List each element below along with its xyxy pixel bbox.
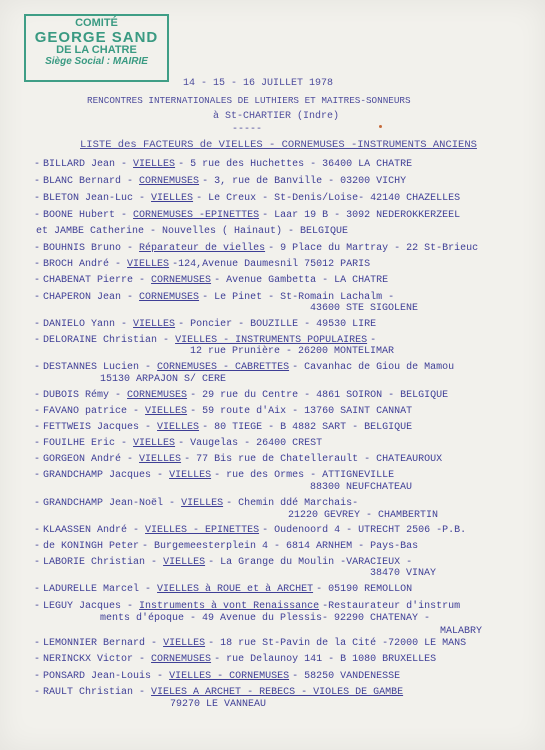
- maker-address: - 77 Bis rue de Chatellerault - CHATEAUROUX: [184, 454, 443, 465]
- maker-address: - rue des Ormes - ATTIGNEVILLE: [214, 470, 395, 481]
- instrument-type: Instruments à vont Renaissance: [139, 601, 320, 612]
- list-item: [34, 362, 454, 373]
- list-item: [34, 319, 376, 330]
- list-item: [34, 259, 370, 270]
- separator: -: [133, 654, 152, 665]
- list-item: [34, 176, 406, 187]
- list-item: [34, 687, 403, 698]
- maker-name: DELORAINE Christian: [43, 335, 158, 346]
- bullet-dash: -: [34, 259, 41, 270]
- bullet-dash: -: [34, 176, 41, 187]
- bullet-dash: -: [34, 541, 41, 552]
- separator: -: [121, 292, 140, 303]
- bullet-dash: -: [34, 275, 41, 286]
- instrument-type: VIELLES: [133, 159, 176, 170]
- maker-name: NERINCKX Victor: [43, 654, 134, 665]
- bullet-dash: -: [34, 210, 41, 221]
- entry-continuation: et JAMBE Catherine - Nouvelles ( Hainaut) - BELGIQUE: [36, 226, 349, 237]
- separator: -: [115, 438, 134, 449]
- entry-continuation: 38470 VINAY: [370, 568, 437, 579]
- bullet-dash: -: [34, 362, 41, 373]
- entry-continuation: 88300 NEUFCHATEAU: [310, 482, 413, 493]
- stamp-line-2: GEORGE SAND: [34, 28, 159, 46]
- bullet-dash: -: [34, 243, 41, 254]
- instrument-type: CORNEMUSES: [139, 176, 200, 187]
- bullet-dash: -: [34, 498, 41, 509]
- list-item: [34, 638, 466, 649]
- title-rule: -----: [232, 124, 263, 135]
- maker-name: CHAPERON Jean: [43, 292, 122, 303]
- bullet-dash: -: [34, 390, 41, 401]
- list-item: [34, 193, 460, 204]
- instrument-type: VIELLES: [151, 193, 194, 204]
- maker-address: - 80 TIEGE - B 4882 SART - BELGIQUE: [202, 422, 413, 433]
- maker-address: -Restaurateur d'instrum: [322, 601, 461, 612]
- bullet-dash: -: [34, 159, 41, 170]
- maker-name: LEGUY Jacques: [43, 601, 122, 612]
- bullet-dash: -: [34, 525, 41, 536]
- separator: -: [109, 390, 128, 401]
- maker-address: - Cavanhac de Giou de Mamou: [292, 362, 455, 373]
- separator: -: [133, 193, 152, 204]
- list-item: [34, 275, 388, 286]
- separator: -: [133, 275, 152, 286]
- list-item: [34, 557, 412, 568]
- instrument-type: CORNEMUSES - CABRETTES: [157, 362, 290, 373]
- maker-address: -124,Avenue Daumesnil 75012 PARIS: [172, 259, 371, 270]
- separator: -: [121, 243, 140, 254]
- instrument-type: VIELLES: [133, 438, 176, 449]
- committee-stamp: [24, 14, 169, 82]
- instrument-type: VIELES A ARCHET - REBECS - VIOLES DE GAMBE: [151, 687, 404, 698]
- list-item: [34, 671, 400, 682]
- separator: -: [139, 362, 158, 373]
- list-item: [34, 406, 412, 417]
- separator: -: [127, 525, 146, 536]
- separator: -: [139, 584, 158, 595]
- maker-address: - 29 rue du Centre - 4861 SOIRON - BELGIQUE: [190, 390, 449, 401]
- bullet-dash: -: [34, 584, 41, 595]
- bullet-dash: -: [34, 638, 41, 649]
- stamp-line-1: COMITÉ: [75, 17, 118, 29]
- maker-name: LADURELLE Marcel: [43, 584, 140, 595]
- maker-address: - 5 rue des Huchettes - 36400 LA CHATRE: [178, 159, 413, 170]
- maker-name: RAULT Christian: [43, 687, 134, 698]
- bullet-dash: -: [34, 292, 41, 303]
- instrument-type: CORNEMUSES: [151, 654, 212, 665]
- instrument-type: CORNEMUSES: [139, 292, 200, 303]
- bullet-dash: -: [34, 601, 41, 612]
- maker-address: - 3, rue de Banville - 03200 VICHY: [202, 176, 407, 187]
- maker-name: GORGEON André: [43, 454, 122, 465]
- separator: -: [151, 470, 170, 481]
- instrument-type: VIELLES: [163, 557, 206, 568]
- separator: -: [139, 422, 158, 433]
- bullet-dash: -: [34, 557, 41, 568]
- list-item: [34, 422, 412, 433]
- maker-address: - 18 rue St-Pavin de la Cité -72000 LE MANS: [208, 638, 467, 649]
- separator: -: [127, 406, 146, 417]
- instrument-type: VIELLES - CORNEMUSES: [169, 671, 290, 682]
- instrument-type: VIELLES: [157, 422, 200, 433]
- bullet-dash: -: [34, 319, 41, 330]
- maker-address: - Poncier - BOUZILLE - 49530 LIRE: [178, 319, 377, 330]
- maker-address: - Vaugelas - 26400 CREST: [178, 438, 323, 449]
- list-item: [34, 390, 448, 401]
- maker-name: LABORIE Christian: [43, 557, 146, 568]
- maker-name: PONSARD Jean-Louis: [43, 671, 152, 682]
- bullet-dash: -: [34, 438, 41, 449]
- maker-name: DANIELO Yann: [43, 319, 116, 330]
- maker-name: BROCH André: [43, 259, 110, 270]
- separator: -: [157, 335, 176, 346]
- bullet-dash: -: [34, 335, 41, 346]
- stamp-line-4: Siège Social : MAIRIE: [45, 55, 148, 67]
- maker-address: - 58250 VANDENESSE: [292, 671, 401, 682]
- maker-name: BLETON Jean-Luc: [43, 193, 134, 204]
- maker-name: KLAASSEN André: [43, 525, 128, 536]
- event-dates: 14 - 15 - 16 JUILLET 1978: [183, 78, 334, 89]
- instrument-type: VIELLES: [127, 259, 170, 270]
- maker-address: - La Grange du Moulin -VARACIEUX -: [208, 557, 413, 568]
- instrument-type: VIELLES: [133, 319, 176, 330]
- separator: -: [163, 498, 182, 509]
- maker-name: BOUHNIS Bruno: [43, 243, 122, 254]
- bullet-dash: -: [34, 406, 41, 417]
- maker-name: FETTWEIS Jacques: [43, 422, 140, 433]
- separator: -: [121, 454, 140, 465]
- maker-name: BLANC Bernard: [43, 176, 122, 187]
- event-title: RENCONTRES INTERNATIONALES DE LUTHIERS ET MAITRES-SONNEURS: [87, 95, 411, 106]
- separator: -: [109, 259, 128, 270]
- bullet-dash: -: [34, 193, 41, 204]
- list-item: [34, 159, 412, 170]
- list-item: [34, 654, 436, 665]
- instrument-type: VIELLES - EPINETTES: [145, 525, 260, 536]
- maker-name: CHABENAT Pierre: [43, 275, 134, 286]
- entry-continuation: ments d'époque - 49 Avenue du Plessis- 92290 CHATENAY -: [100, 613, 431, 624]
- list-item: [34, 292, 394, 303]
- maker-name: de KONINGH Peter: [43, 541, 140, 552]
- separator: -: [145, 557, 164, 568]
- list-item: [34, 438, 322, 449]
- list-item: [34, 541, 418, 552]
- instrument-type: VIELLES: [145, 406, 188, 417]
- list-item: [34, 584, 412, 595]
- instrument-type: VIELLES: [169, 470, 212, 481]
- stamp-line-3: DE LA CHATRE: [56, 44, 137, 57]
- separator: -: [151, 671, 170, 682]
- ink-mark: [379, 125, 382, 128]
- entry-continuation: 79270 LE VANNEAU: [170, 699, 267, 710]
- maker-address: - Avenue Gambetta - LA CHATRE: [214, 275, 389, 286]
- separator: -: [121, 601, 140, 612]
- maker-name: DUBOIS Rémy: [43, 390, 110, 401]
- list-item: [34, 454, 442, 465]
- instrument-type: VIELLES: [181, 498, 224, 509]
- maker-address: - Oudenoord 4 - UTRECHT 2506 -P.B.: [262, 525, 467, 536]
- maker-name: GRANDCHAMP Jean-Noël: [43, 498, 164, 509]
- maker-address: -: [370, 335, 377, 346]
- event-location: à St-CHARTIER (Indre): [213, 111, 340, 122]
- list-item: [34, 243, 478, 254]
- bullet-dash: -: [34, 470, 41, 481]
- separator: -: [121, 176, 140, 187]
- list-item: [34, 525, 466, 536]
- maker-address: - rue Delaunoy 141 - B 1080 BRUXELLES: [214, 654, 437, 665]
- bullet-dash: -: [34, 454, 41, 465]
- maker-address: - 05190 REMOLLON: [316, 584, 413, 595]
- maker-name: FAVANO patrice: [43, 406, 128, 417]
- maker-name: GRANDCHAMP Jacques: [43, 470, 152, 481]
- instrument-type: Réparateur de vielles: [139, 243, 266, 254]
- instrument-type: VIELLES - INSTRUMENTS POPULAIRES: [175, 335, 368, 346]
- separator: -: [145, 638, 164, 649]
- entry-continuation: 12 rue Prunière - 26200 MONTELIMAR: [190, 346, 395, 357]
- bullet-dash: -: [34, 654, 41, 665]
- entry-continuation: 21220 GEVREY - CHAMBERTIN: [288, 510, 439, 521]
- maker-address: - 9 Place du Martray - 22 St-Brieuc: [268, 243, 479, 254]
- maker-name: BILLARD Jean: [43, 159, 116, 170]
- list-title: LISTE des FACTEURS de VIELLES - CORNEMUSES -INSTRUMENTS ANCIENS: [80, 139, 477, 151]
- maker-address: - 59 route d'Aix - 13760 SAINT CANNAT: [190, 406, 413, 417]
- maker-name: LEMONNIER Bernard: [43, 638, 146, 649]
- list-item: [34, 210, 460, 221]
- instrument-type: VIELLES à ROUE et à ARCHET: [157, 584, 314, 595]
- maker-address: - Laar 19 B - 3092 NEDEROKKERZEEL: [262, 210, 461, 221]
- maker-name: BOONE Hubert: [43, 210, 116, 221]
- instrument-type: VIELLES: [139, 454, 182, 465]
- separator: -: [115, 210, 134, 221]
- bullet-dash: -: [34, 687, 41, 698]
- entry-continuation: 15130 ARPAJON S/ CERE: [100, 374, 227, 385]
- maker-name: DESTANNES Lucien: [43, 362, 140, 373]
- maker-address: - Le Creux - St-Denis/Loise- 42140 CHAZELLES: [196, 193, 461, 204]
- list-item: [34, 498, 358, 509]
- instrument-type: VIELLES: [163, 638, 206, 649]
- list-item: [34, 601, 460, 612]
- entry-continuation: 43600 STE SIGOLENE: [310, 303, 419, 314]
- instrument-type: CORNEMUSES: [151, 275, 212, 286]
- list-item: [34, 470, 394, 481]
- bullet-dash: -: [34, 422, 41, 433]
- separator: -: [115, 319, 134, 330]
- maker-address: - Chemin ddé Marchais-: [226, 498, 359, 509]
- bullet-dash: -: [34, 671, 41, 682]
- separator: -: [133, 687, 152, 698]
- maker-address: - Burgemeesterplein 4 - 6814 ARNHEM - Pays-Bas: [142, 541, 419, 552]
- maker-name: FOUILHE Eric: [43, 438, 116, 449]
- entry-continuation-extra: MALABRY: [440, 626, 483, 637]
- maker-address: - Le Pinet - St-Romain Lachalm -: [202, 292, 395, 303]
- list-item: [34, 335, 376, 346]
- instrument-type: CORNEMUSES -EPINETTES: [133, 210, 260, 221]
- instrument-type: CORNEMUSES: [127, 390, 188, 401]
- separator: -: [115, 159, 134, 170]
